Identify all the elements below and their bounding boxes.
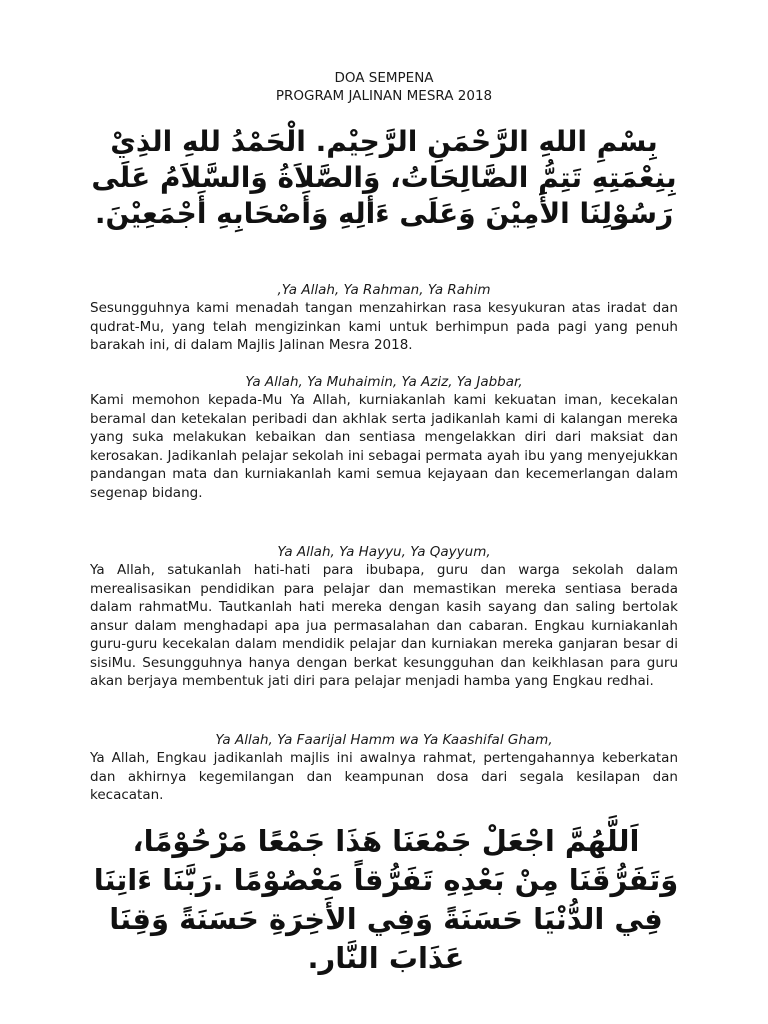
- invocation-4: Ya Allah, Ya Faarijal Hamm wa Ya Kaashifal Gham,: [215, 732, 553, 748]
- arabic-opening-prayer: بِسْمِ اللهِ الرَّحْمَنِ الرَّحِيْم. الْحَمْدُ للهِ الذِيْ بِنِعْمَتِهِ تَتِمُّ الصَّالِحَاتُ، وَالصَّلاَةُ وَالسَّلاَمُ عَلَى رَسُوْلِنَا الأَمِيْنَ وَعَلَى ءَألِهِ وَأَصْحَابِهِ أَجْمَعِيْنَ.: [91, 125, 677, 230]
- title-line-2: PROGRAM JALINAN MESRA 2018: [275, 88, 493, 104]
- paragraph-4: Ya Allah, Engkau jadikanlah majlis ini awalnya rahmat, pertengahannya keberkatan dan akhirnya kegemilangan dan keampunan dosa dari segala kesilapan dan kecacatan.: [90, 750, 678, 803]
- invocation-1: ,Ya Allah, Ya Rahman, Ya Rahim: [277, 282, 491, 298]
- paragraph-3: Ya Allah, satukanlah hati-hati para ibubapa, guru dan warga sekolah dalam merealisasikan pendidikan para pelajar dan memastikan mereka sentiasa berada dalam rahmatMu. Tautkanlah hati mereka dengan kasih sayang dan saling bertolak ansur dalam menghadapi apa jua permasalahan dan cabaran. Engkau kurniakanlah guru-guru kecekalan dalam mendidik pelajar dan kurniakan mereka ganjaran besar di sisiMu. Sesungguhnya hanya dengan berkat kesungguhan dan keikhlasan para guru akan berjaya membentuk jati diri para pelajar menjadi hamba yang Engkau redhai.: [90, 562, 678, 689]
- paragraph-1: Sesungguhnya kami menadah tangan menzahirkan rasa kesyukuran atas iradat dan qudrat-Mu, yang telah mengizinkan kami untuk berhimpun pada pagi yang penuh barakah ini, di dalam Majlis Jalinan Mesra 2018.: [90, 300, 678, 353]
- title-line-1: DOA SEMPENA: [334, 70, 434, 86]
- invocation-2: Ya Allah, Ya Muhaimin, Ya Aziz, Ya Jabbar,: [245, 374, 523, 390]
- paragraph-2: Kami memohon kepada-Mu Ya Allah, kurniakanlah kami kekuatan iman, kecekalan beramal dan ketekalan peribadi dan akhlak serta jadikanlah kami di kalangan mereka yang suka melakukan kebaikan dan sentiasa mengelakkan diri dari maksiat dan kerosakan. Jadikanlah pelajar sekolah ini sebagai permata ayah ibu yang menyejukkan pandangan mata dan kurniakanlah kami semua kejayaan dan kecemerlangan dalam segenap bidang.: [90, 392, 678, 501]
- arabic-closing-prayer: اَللَّهُمَّ اجْعَلْ جَمْعَنَا هَذَا جَمْعًا مَرْحُوْمًا، وَتَفَرُّقَنَا مِنْ بَعْدِهِ تَفَرُّقاً مَعْصُوْمًا .رَبَّنَا ءَاتِنَا فِي الدُّنْيَا حَسَنَةً وَفِي الأَخِرَةِ حَسَنَةً وَقِنَا عَذَابَ النَّار.: [93, 824, 679, 975]
- invocation-3: Ya Allah, Ya Hayyu, Ya Qayyum,: [277, 544, 491, 560]
